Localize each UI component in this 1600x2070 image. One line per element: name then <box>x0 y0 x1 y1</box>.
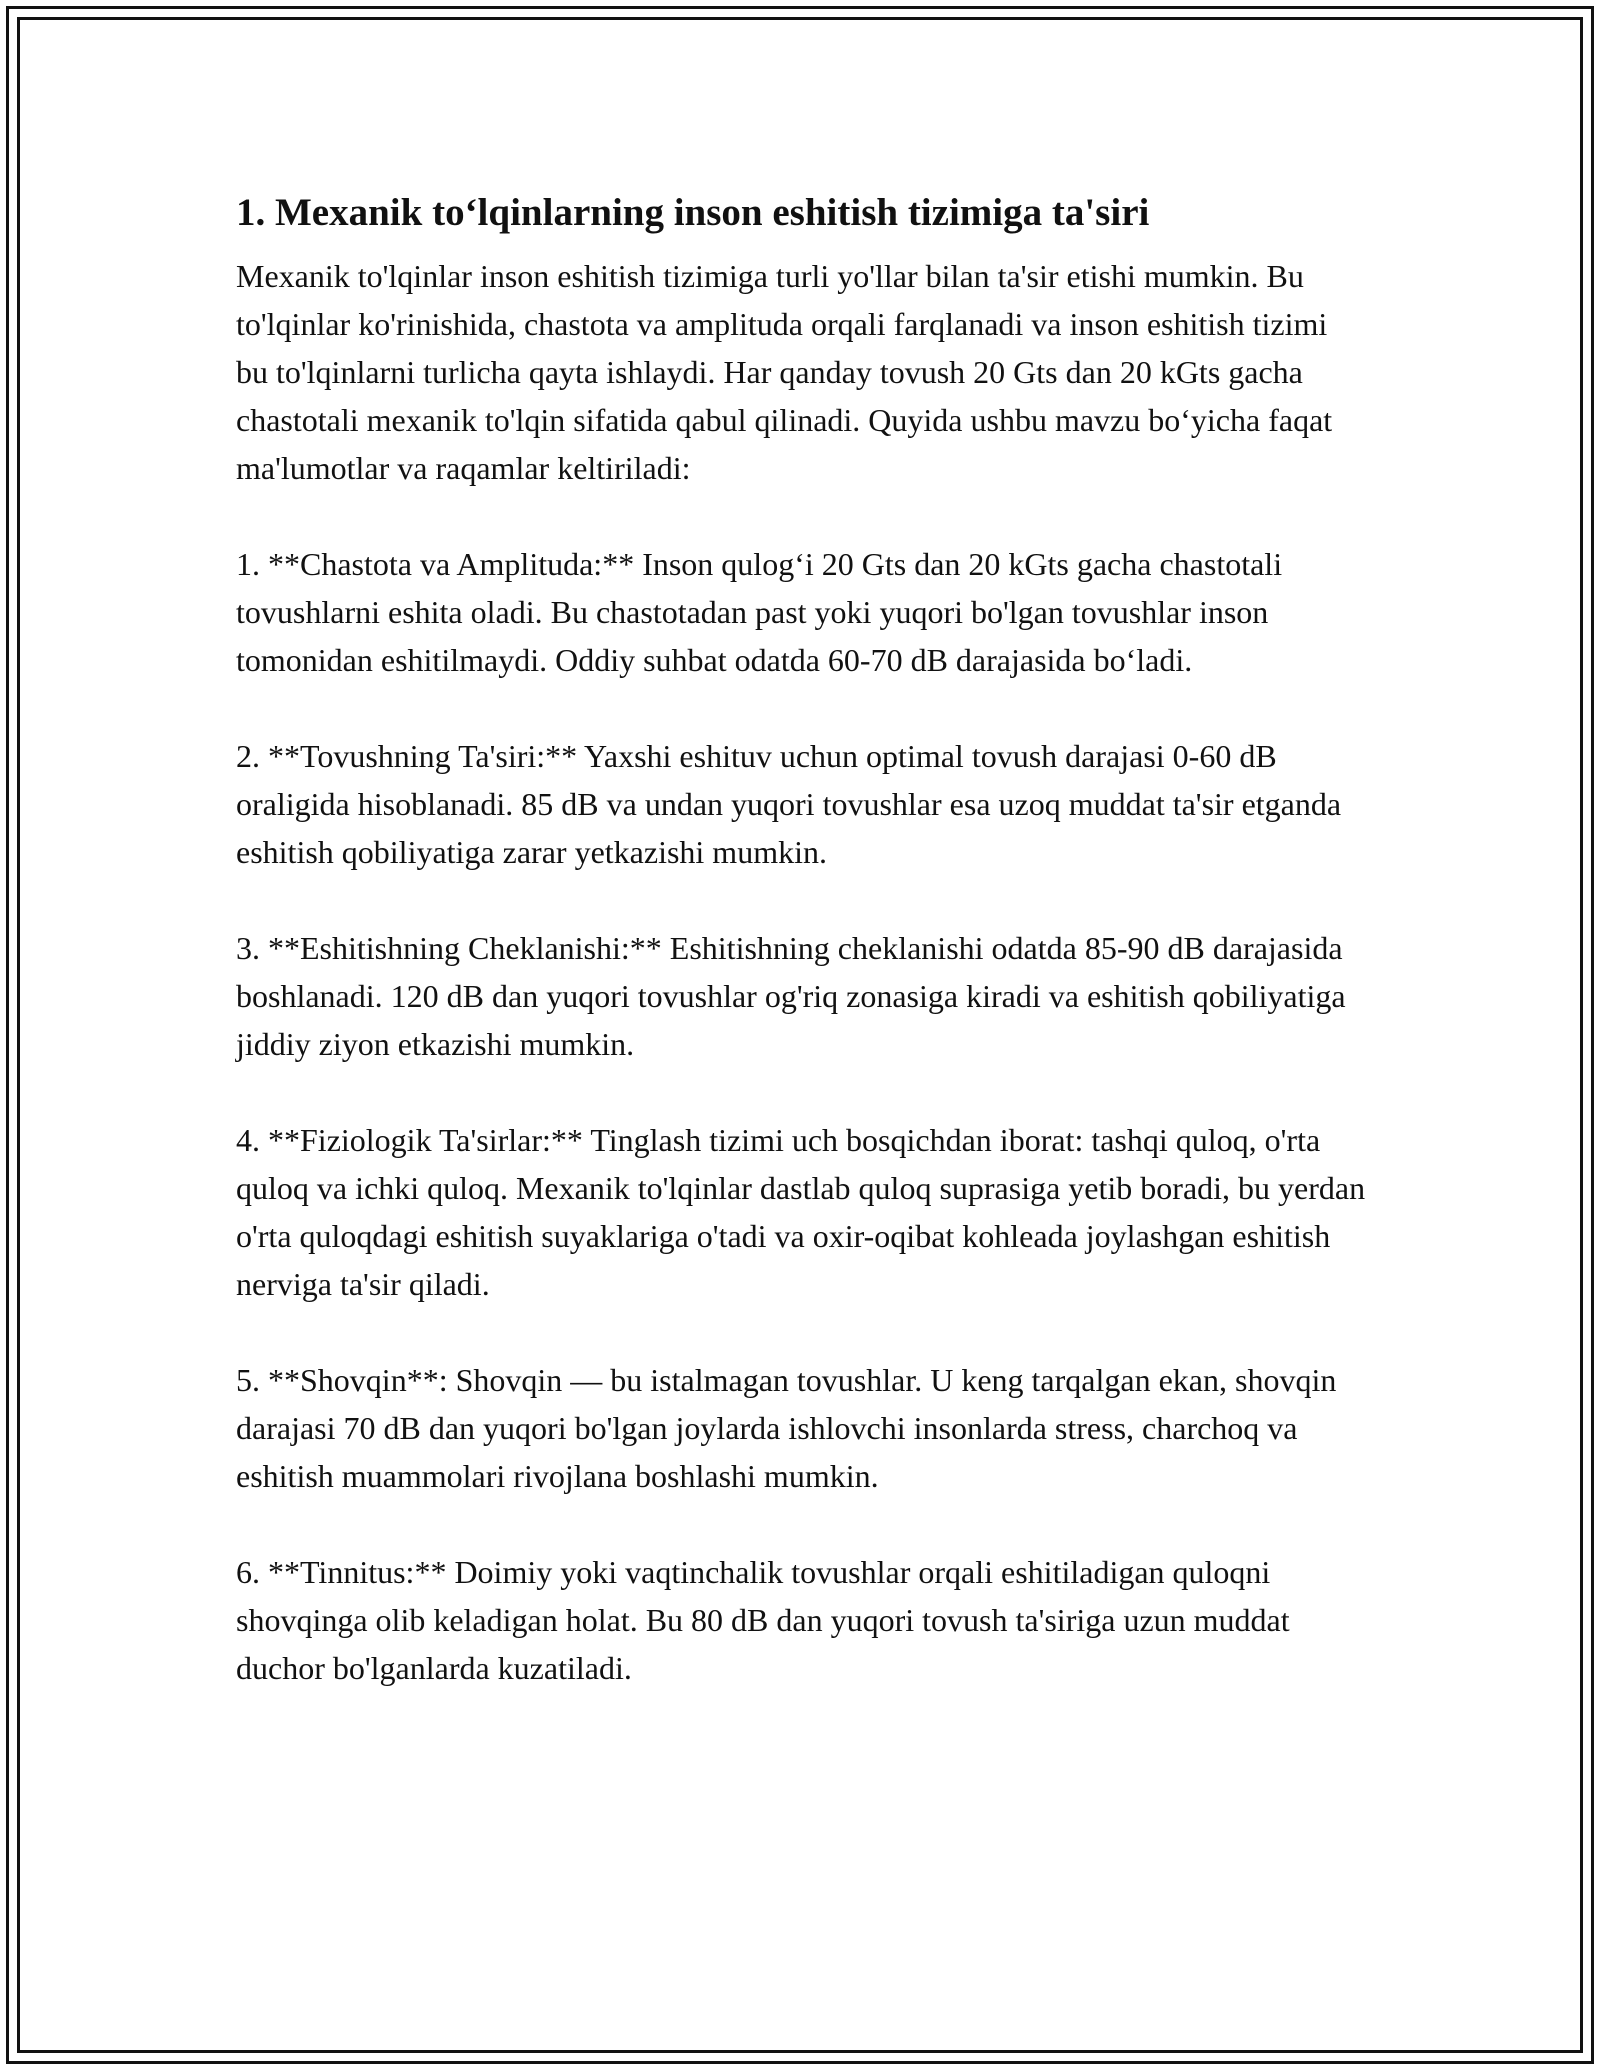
document-title: 1. Mexanik to‘lqinlarning inson eshitish tizimiga ta'siri <box>236 191 1150 234</box>
list-item-6: 6. **Tinnitus:** Doimiy yoki vaqtinchalik tovushlar orqali eshitiladigan quloqni shovqinga olib keladigan holat. Bu 80 dB dan yuqori tovush ta'siriga uzun muddat duchor bo'lganlarda kuzatiladi. <box>236 1554 1290 1686</box>
list-item-1: 1. **Chastota va Amplituda:** Inson qulog‘i 20 Gts dan 20 kGts gacha chastotali tovushlarni eshita oladi. Bu chastotadan past yoki yuqori bo'lgan tovushlar inson tomonidan eshitilmaydi. Oddiy suhbat odatda 60-70 dB darajasida bo‘ladi. <box>236 546 1283 678</box>
list-item-3: 3. **Eshitishning Cheklanishi:** Eshitishning cheklanishi odatda 85-90 dB darajasida boshlanadi. 120 dB dan yuqori tovushlar og'riq zonasiga kiradi va eshitish qobiliyatiga jiddiy ziyon etkazishi mumkin. <box>236 930 1346 1062</box>
list-item-4: 4. **Fiziologik Ta'sirlar:** Tinglash tizimi uch bosqichdan iborat: tashqi quloq, o'rta quloq va ichki quloq. Mexanik to'lqinlar dastlab quloq suprasiga yetib boradi, bu yerdan o'rta quloqdagi eshitish suyaklariga o'tadi va oxir-oqibat kohleada joylashgan eshitish nerviga ta'sir qiladi. <box>236 1122 1366 1302</box>
intro-paragraph: Mexanik to'lqinlar inson eshitish tizimiga turli yo'llar bilan ta'sir etishi mumkin. Bu to'lqinlar ko'rinishida, chastota va amplituda orqali farqlanadi va inson eshitish tizimi bu to'lqinlarni turlicha qayta ishlaydi. Har qanday tovush 20 Gts dan 20 kGts gacha chastotali mexanik to'lqin sifatida qabul qilinadi. Quyida ushbu mavzu bo‘yicha faqat ma'lumotlar va raqamlar keltiriladi: <box>236 258 1333 486</box>
document-body <box>236 186 1366 1740</box>
list-item-2: 2. **Tovushning Ta'siri:** Yaxshi eshituv uchun optimal tovush darajasi 0-60 dB oraligida hisoblanadi. 85 dB va undan yuqori tovushlar esa uzoq muddat ta'sir etganda eshitish qobiliyatiga zarar yetkazishi mumkin. <box>236 738 1342 870</box>
list-item-5: 5. **Shovqin**: Shovqin — bu istalmagan tovushlar. U keng tarqalgan ekan, shovqin darajasi 70 dB dan yuqori bo'lgan joylarda ishlovchi insonlarda stress, charchoq va eshitish muammolari rivojlana boshlashi mumkin. <box>236 1362 1337 1494</box>
